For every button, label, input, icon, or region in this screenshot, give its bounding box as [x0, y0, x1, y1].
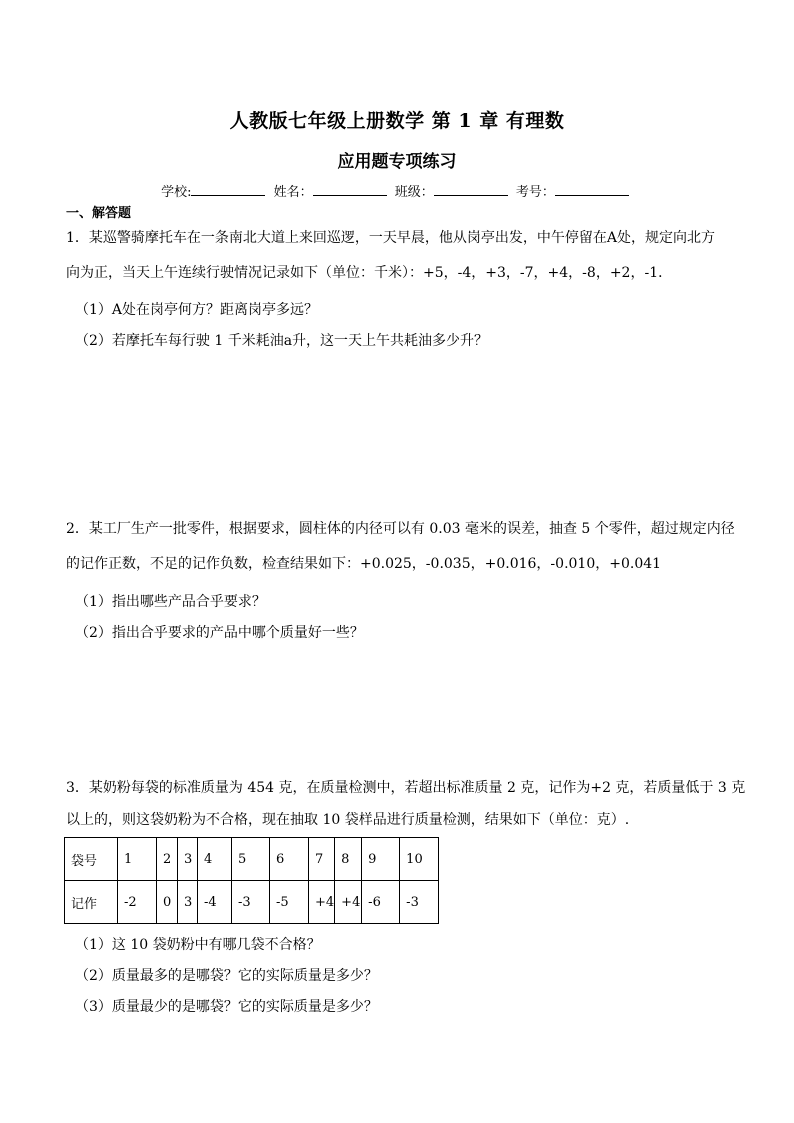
q2-sub1: （1）指出哪些产品合乎要求？ [75, 594, 266, 610]
table-row [65, 881, 439, 924]
bag-records-table [64, 837, 439, 924]
table-cell: 7 [309, 838, 335, 881]
q2-sub2: （2）指出合乎要求的产品中哪个质量好一些？ [75, 625, 364, 641]
table-cell: 3 [178, 881, 198, 924]
table-cell: +4 [335, 881, 362, 924]
q1-sub2: （2）若摩托车每行驶 1 千米耗油a升，这一天上午共耗油多少升？ [75, 333, 489, 349]
table-cell: 1 [118, 838, 157, 881]
exam-number-label: 考号： [515, 185, 555, 200]
q1-line1: 1．某巡警骑摩托车在一条南北大道上来回巡逻，一天早晨，他从岗亭出发，中午停留在A处，规定向北方 [66, 230, 716, 246]
table-cell: 4 [198, 838, 232, 881]
table-cell: 0 [157, 881, 178, 924]
q3-line2: 以上的，则这袋奶粉为不合格，现在抽取 10 袋样品进行质量检测，结果如下（单位：克）. [66, 812, 630, 828]
table-cell: 记作 [65, 881, 118, 924]
table-cell: -4 [198, 881, 232, 924]
q3-sub3: （3）质量最少的是哪袋？它的实际质量是多少？ [75, 999, 378, 1015]
table-cell: -5 [270, 881, 309, 924]
q3-sub1: （1）这 10 袋奶粉中有哪几袋不合格？ [75, 937, 321, 953]
table-cell: -3 [232, 881, 270, 924]
exam-number-blank [555, 183, 629, 196]
q3-line1: 3．某奶粉每袋的标准质量为 454 克，在质量检测中，若超出标准质量 2 克，记作为+2 克，若质量低于 3 克 [66, 780, 746, 796]
q1-sub1: （1）A处在岗亭何方？距离岗亭多远？ [75, 302, 319, 318]
student-info-line [0, 181, 794, 200]
table-cell: 5 [232, 838, 270, 881]
table-row [65, 838, 439, 881]
table-cell: 8 [335, 838, 362, 881]
section-heading: 一、解答题 [66, 206, 132, 221]
class-blank [434, 183, 508, 196]
class-label: 班级： [394, 185, 434, 200]
table-cell: 3 [178, 838, 198, 881]
table-cell: 袋号 [65, 838, 118, 881]
table-cell: -6 [362, 881, 400, 924]
table-cell: -2 [118, 881, 157, 924]
school-label: 学校: [161, 185, 192, 200]
table-cell: -3 [400, 881, 439, 924]
table-cell: +4 [309, 881, 335, 924]
table-cell: 6 [270, 838, 309, 881]
q2-line1: 2．某工厂生产一批零件，根据要求，圆柱体的内径可以有 0.03 毫米的误差，抽查 5 个零件，超过规定内径 [66, 521, 735, 537]
q3-sub2: （2）质量最多的是哪袋？它的实际质量是多少？ [75, 968, 378, 984]
table-cell: 9 [362, 838, 400, 881]
page-subtitle: 应用题专项练习 [337, 152, 457, 172]
name-label: 姓名： [273, 185, 313, 200]
table-cell: 2 [157, 838, 178, 881]
table-cell: 10 [400, 838, 439, 881]
name-blank [313, 183, 387, 196]
q1-line2: 向为正，当天上午连续行驶情况记录如下（单位：千米）：+5，-4，+3，-7，+4，-8，+2，-1． [66, 265, 673, 281]
school-blank [191, 183, 265, 196]
q2-line2: 的记作正数，不足的记作负数，检查结果如下：+0.025，-0.035，+0.016，-0.010，+0.041 [66, 556, 662, 572]
page-title: 人教版七年级上册数学 第 1 章 有理数 [229, 110, 565, 132]
